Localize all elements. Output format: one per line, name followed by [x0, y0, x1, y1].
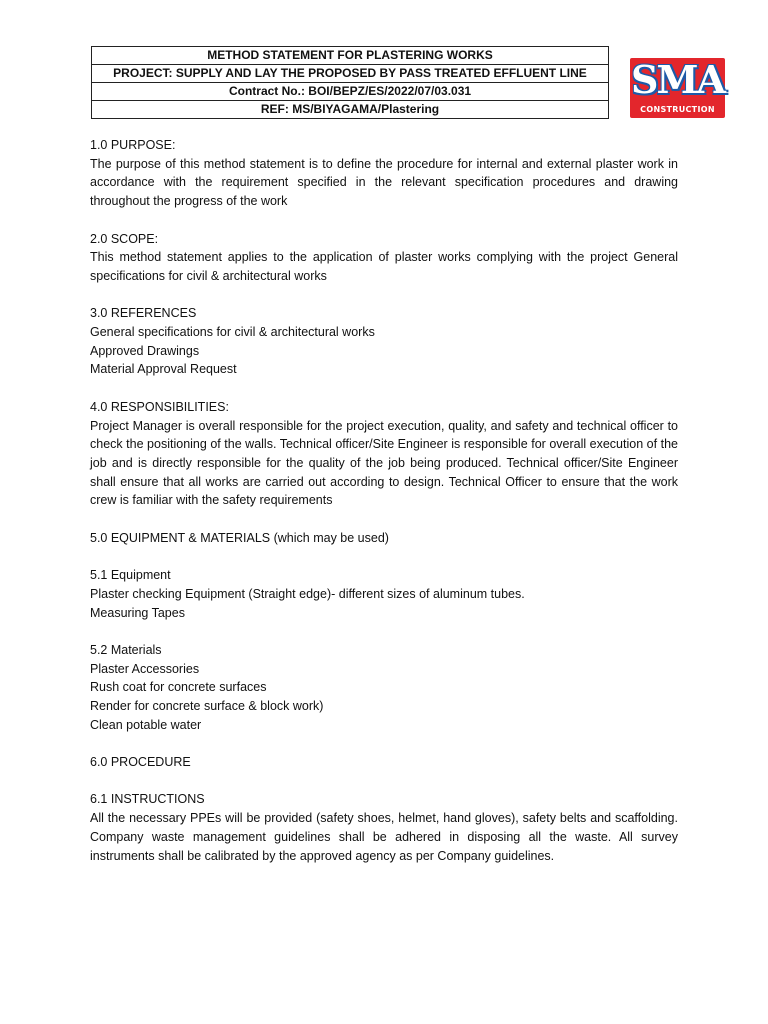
section-instructions: [90, 790, 678, 865]
section-text: Project Manager is overall responsible for the project execution, quality, and safety and technical officer to check the positioning of the walls. Technical officer/Site Engineer is responsible for overall execution of the job and is directly responsible for the quality of the job being produced. Technical officer/Site Engineer shall ensure that all works are carried out according to design. Technical Officer to ensure that the work crew is familiar with the safety requirements: [90, 418, 678, 508]
section-heading: 1.0 PURPOSE:: [90, 138, 176, 152]
section-heading: 5.1 Equipment: [90, 568, 171, 583]
section-materials: [90, 641, 678, 735]
list-item: Material Approval Request: [90, 362, 237, 377]
section-heading: 2.0 SCOPE:: [90, 231, 159, 246]
list-item: General specifications for civil & architectural works: [90, 325, 375, 339]
section-scope: [90, 230, 678, 286]
section-heading: 4.0 RESPONSIBILITIES:: [90, 399, 229, 414]
document-title: METHOD STATEMENT FOR PLASTERING WORKS: [92, 47, 609, 65]
section-references: [90, 304, 678, 379]
section-text: All the necessary PPEs will be provided (safety shoes, helmet, hand gloves), safety belts and scaffolding. Company waste management guidelines shall be adhered in disposing all the waste. All survey instruments shall be calibrated by the approved agency as per Company guidelines.: [90, 811, 678, 863]
section-purpose: [90, 136, 678, 211]
contract-number: Contract No.: BOI/BEPZ/ES/2022/07/03.031: [92, 83, 609, 101]
list-item: Plaster checking Equipment (Straight edge)- different sizes of aluminum tubes.: [90, 586, 525, 601]
company-logo: [630, 58, 725, 118]
list-item: Measuring Tapes: [90, 605, 185, 620]
section-heading: 3.0 REFERENCES: [90, 306, 197, 321]
section-responsibilities: [90, 398, 678, 510]
section-heading: 6.1 INSTRUCTIONS: [90, 792, 205, 807]
section-heading: 5.2 Materials: [90, 642, 162, 657]
reference-number: REF: MS/BIYAGAMA/Plastering: [92, 101, 609, 119]
list-item: Render for concrete surface & block work): [90, 699, 324, 713]
section-procedure: [90, 753, 678, 772]
list-item: Rush coat for concrete surfaces: [90, 680, 267, 695]
section-heading: 6.0 PROCEDURE: [90, 755, 191, 770]
header-table: [91, 46, 609, 119]
list-item: Clean potable water: [90, 717, 202, 732]
logo-wordmark: SMA: [631, 57, 724, 102]
section-equipment: [90, 566, 678, 622]
logo-subtitle: CONSTRUCTION: [633, 104, 722, 115]
list-item: Plaster Accessories: [90, 661, 200, 676]
section-heading: 5.0 EQUIPMENT & MATERIALS (which may be used): [90, 530, 389, 545]
section-equipment-materials: [90, 529, 678, 548]
section-text: This method statement applies to the application of plaster works complying with the project General specifications for civil & architectural works: [90, 250, 678, 283]
project-name: PROJECT: SUPPLY AND LAY THE PROPOSED BY PASS TREATED EFFLUENT LINE: [92, 65, 609, 83]
section-text: The purpose of this method statement is to define the procedure for internal and external plaster work in accordance with the requirement specified in the relevant specification procedures and drawing throughout the progress of the work: [90, 156, 678, 209]
document-body: [90, 136, 678, 884]
list-item: Approved Drawings: [90, 343, 200, 358]
